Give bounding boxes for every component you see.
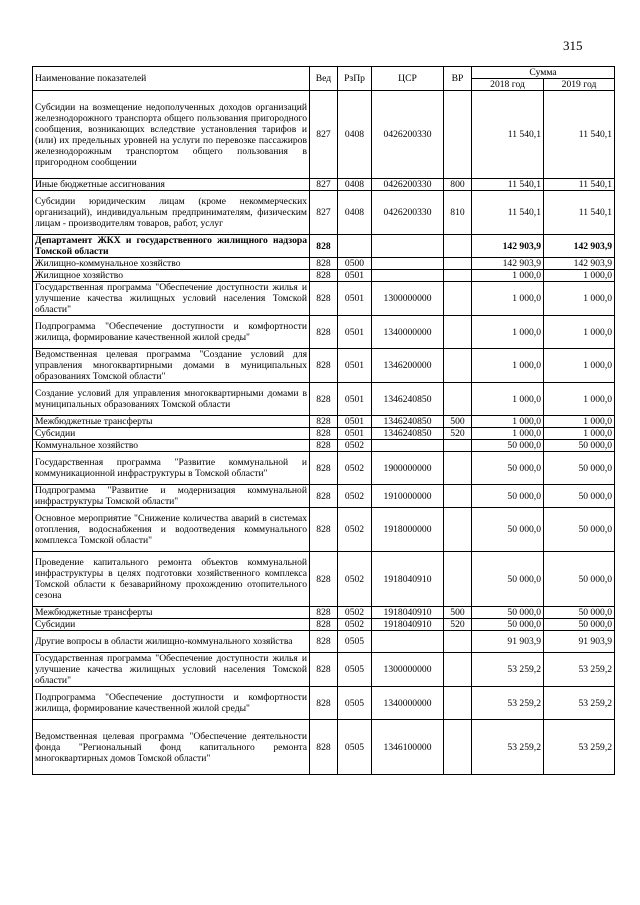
row-rzpr: 0408 bbox=[338, 91, 372, 179]
row-csr: 1346240850 bbox=[372, 383, 444, 416]
table-row bbox=[33, 552, 615, 607]
row-name: Иные бюджетные ассигнования bbox=[33, 179, 310, 191]
row-vr: 810 bbox=[444, 191, 472, 235]
row-vr bbox=[444, 91, 472, 179]
row-vr bbox=[444, 720, 472, 775]
row-2019: 11 540,1 bbox=[544, 91, 615, 179]
row-2019: 142 903,9 bbox=[544, 235, 615, 258]
table-row bbox=[33, 316, 615, 349]
row-rzpr: 0501 bbox=[338, 270, 372, 282]
row-vr: 520 bbox=[444, 619, 472, 631]
row-name: Государственная программа "Обеспечение доступности жилья и улучшение качества жилищных условий населения Томской области" bbox=[33, 282, 310, 316]
row-2019: 1 000,0 bbox=[544, 428, 615, 440]
row-vr bbox=[444, 349, 472, 383]
row-2018: 50 000,0 bbox=[472, 607, 544, 619]
row-ved: 828 bbox=[310, 508, 338, 552]
row-rzpr: 0501 bbox=[338, 428, 372, 440]
row-2019: 50 000,0 bbox=[544, 508, 615, 552]
row-2018: 1 000,0 bbox=[472, 416, 544, 428]
row-csr bbox=[372, 258, 444, 270]
page-number: 315 bbox=[563, 38, 583, 53]
row-2019: 1 000,0 bbox=[544, 316, 615, 349]
row-csr: 0426200330 bbox=[372, 91, 444, 179]
row-ved: 828 bbox=[310, 720, 338, 775]
row-2019: 50 000,0 bbox=[544, 485, 615, 508]
row-2018: 11 540,1 bbox=[472, 191, 544, 235]
row-ved: 827 bbox=[310, 179, 338, 191]
row-name: Ведомственная целевая программа "Создание условий для управления многоквартирными домами в муниципальных образованиях Томской области" bbox=[33, 349, 310, 383]
row-2019: 1 000,0 bbox=[544, 270, 615, 282]
row-name: Межбюджетные трансферты bbox=[33, 416, 310, 428]
row-ved: 827 bbox=[310, 91, 338, 179]
row-vr bbox=[444, 383, 472, 416]
row-ved: 828 bbox=[310, 258, 338, 270]
row-2019: 1 000,0 bbox=[544, 349, 615, 383]
row-2018: 11 540,1 bbox=[472, 179, 544, 191]
row-2018: 11 540,1 bbox=[472, 91, 544, 179]
row-2019: 50 000,0 bbox=[544, 552, 615, 607]
row-2018: 50 000,0 bbox=[472, 440, 544, 452]
row-2018: 1 000,0 bbox=[472, 316, 544, 349]
row-name: Государственная программа "Обеспечение доступности жилья и улучшение качества жилищных условий населения Томской области" bbox=[33, 653, 310, 687]
row-2019: 1 000,0 bbox=[544, 416, 615, 428]
table-row bbox=[33, 508, 615, 552]
row-name: Жилищно-коммунальное хозяйство bbox=[33, 258, 310, 270]
row-csr bbox=[372, 440, 444, 452]
row-csr: 0426200330 bbox=[372, 191, 444, 235]
row-csr: 1346240850 bbox=[372, 428, 444, 440]
row-rzpr: 0501 bbox=[338, 316, 372, 349]
row-ved: 828 bbox=[310, 631, 338, 653]
table-row bbox=[33, 179, 615, 191]
row-2018: 1 000,0 bbox=[472, 383, 544, 416]
row-2019: 1 000,0 bbox=[544, 282, 615, 316]
row-vr bbox=[444, 235, 472, 258]
row-name: Подпрограмма "Обеспечение доступности и комфортности жилища, формирование качественной жилой среды" bbox=[33, 316, 310, 349]
table-row bbox=[33, 282, 615, 316]
row-ved: 828 bbox=[310, 416, 338, 428]
row-csr bbox=[372, 270, 444, 282]
row-name: Субсидии юридическим лицам (кроме некоммерческих организаций), индивидуальным предпринимателям, физическим лицам - производителям товаров, работ, услуг bbox=[33, 191, 310, 235]
row-csr bbox=[372, 631, 444, 653]
row-vr bbox=[444, 687, 472, 720]
row-name: Подпрограмма "Развитие и модернизация коммунальной инфраструктуры Томской области" bbox=[33, 485, 310, 508]
row-name: Субсидии bbox=[33, 619, 310, 631]
row-rzpr: 0501 bbox=[338, 383, 372, 416]
row-csr: 1346240850 bbox=[372, 416, 444, 428]
row-csr: 1910000000 bbox=[372, 485, 444, 508]
header-csr: ЦСР bbox=[372, 67, 444, 91]
row-vr bbox=[444, 282, 472, 316]
row-rzpr: 0502 bbox=[338, 508, 372, 552]
header-2018: 2018 год bbox=[472, 79, 544, 91]
table-row bbox=[33, 91, 615, 179]
row-rzpr: 0500 bbox=[338, 258, 372, 270]
row-rzpr: 0408 bbox=[338, 179, 372, 191]
table-row bbox=[33, 428, 615, 440]
row-vr bbox=[444, 653, 472, 687]
row-rzpr: 0501 bbox=[338, 282, 372, 316]
row-2018: 50 000,0 bbox=[472, 552, 544, 607]
row-2018: 50 000,0 bbox=[472, 619, 544, 631]
row-2018: 1 000,0 bbox=[472, 282, 544, 316]
budget-table bbox=[32, 66, 615, 775]
row-ved: 828 bbox=[310, 316, 338, 349]
row-ved: 828 bbox=[310, 270, 338, 282]
row-2018: 1 000,0 bbox=[472, 428, 544, 440]
row-vr bbox=[444, 552, 472, 607]
row-name: Подпрограмма "Обеспечение доступности и комфортности жилища, формирование качественной жилой среды" bbox=[33, 687, 310, 720]
row-rzpr: 0502 bbox=[338, 440, 372, 452]
row-ved: 828 bbox=[310, 349, 338, 383]
row-rzpr: 0505 bbox=[338, 631, 372, 653]
header-ved: Вед bbox=[310, 67, 338, 91]
row-name: Субсидии bbox=[33, 428, 310, 440]
row-2018: 142 903,9 bbox=[472, 258, 544, 270]
row-vr bbox=[444, 440, 472, 452]
row-ved: 828 bbox=[310, 485, 338, 508]
row-csr: 1300000000 bbox=[372, 653, 444, 687]
row-2018: 1 000,0 bbox=[472, 349, 544, 383]
row-csr bbox=[372, 235, 444, 258]
table-row bbox=[33, 440, 615, 452]
row-vr bbox=[444, 258, 472, 270]
row-2019: 53 259,2 bbox=[544, 687, 615, 720]
row-2018: 53 259,2 bbox=[472, 687, 544, 720]
row-name: Жилищное хозяйство bbox=[33, 270, 310, 282]
table-row bbox=[33, 452, 615, 485]
row-name: Создание условий для управления многоквартирными домами в муниципальных образованиях Томской области bbox=[33, 383, 310, 416]
row-csr: 0426200330 bbox=[372, 179, 444, 191]
row-2018: 53 259,2 bbox=[472, 653, 544, 687]
header-vr: ВР bbox=[444, 67, 472, 91]
table-row bbox=[33, 485, 615, 508]
row-vr bbox=[444, 508, 472, 552]
row-2019: 50 000,0 bbox=[544, 452, 615, 485]
row-ved: 828 bbox=[310, 653, 338, 687]
row-name: Государственная программа "Развитие коммунальной и коммуникационной инфраструктуры в Томской области" bbox=[33, 452, 310, 485]
header-name: Наименование показателей bbox=[33, 67, 310, 91]
row-ved: 828 bbox=[310, 440, 338, 452]
row-vr bbox=[444, 316, 472, 349]
row-name: Проведение капитального ремонта объектов коммунальной инфраструктуры в целях подготовки хозяйственного комплекса Томской области к безаварийному прохождению отопительного сезона bbox=[33, 552, 310, 607]
row-rzpr: 0502 bbox=[338, 552, 372, 607]
row-rzpr: 0502 bbox=[338, 607, 372, 619]
row-csr: 1346200000 bbox=[372, 349, 444, 383]
row-2019: 53 259,2 bbox=[544, 720, 615, 775]
row-name: Другие вопросы в области жилищно-коммунального хозяйства bbox=[33, 631, 310, 653]
row-ved: 828 bbox=[310, 282, 338, 316]
row-csr: 1300000000 bbox=[372, 282, 444, 316]
row-rzpr: 0501 bbox=[338, 349, 372, 383]
row-ved: 828 bbox=[310, 428, 338, 440]
row-csr: 1918040910 bbox=[372, 619, 444, 631]
row-vr: 520 bbox=[444, 428, 472, 440]
row-2019: 50 000,0 bbox=[544, 440, 615, 452]
row-2019: 50 000,0 bbox=[544, 607, 615, 619]
row-rzpr: 0501 bbox=[338, 416, 372, 428]
row-name: Коммунальное хозяйство bbox=[33, 440, 310, 452]
row-vr: 500 bbox=[444, 607, 472, 619]
row-name: Основное мероприятие "Снижение количества аварий в системах отопления, водоснабжения и водоотведения коммунального комплекса Томской области" bbox=[33, 508, 310, 552]
table-row bbox=[33, 607, 615, 619]
row-ved: 828 bbox=[310, 619, 338, 631]
row-rzpr: 0502 bbox=[338, 485, 372, 508]
row-2018: 50 000,0 bbox=[472, 485, 544, 508]
header-2019: 2019 год bbox=[544, 79, 615, 91]
row-rzpr: 0502 bbox=[338, 452, 372, 485]
header-rzpr: РзПр bbox=[338, 67, 372, 91]
row-2019: 11 540,1 bbox=[544, 179, 615, 191]
table-row bbox=[33, 653, 615, 687]
row-rzpr: 0502 bbox=[338, 619, 372, 631]
row-2019: 53 259,2 bbox=[544, 653, 615, 687]
table-row bbox=[33, 235, 615, 258]
row-ved: 828 bbox=[310, 552, 338, 607]
row-rzpr: 0505 bbox=[338, 653, 372, 687]
row-2019: 1 000,0 bbox=[544, 383, 615, 416]
row-2019: 142 903,9 bbox=[544, 258, 615, 270]
table-row bbox=[33, 191, 615, 235]
row-ved: 828 bbox=[310, 687, 338, 720]
row-csr: 1346100000 bbox=[372, 720, 444, 775]
row-ved: 827 bbox=[310, 191, 338, 235]
table-row bbox=[33, 270, 615, 282]
row-name: Департамент ЖКХ и государственного жилищного надзора Томской области bbox=[33, 235, 310, 258]
row-2019: 91 903,9 bbox=[544, 631, 615, 653]
row-2018: 142 903,9 bbox=[472, 235, 544, 258]
row-csr: 1918040910 bbox=[372, 552, 444, 607]
row-ved: 828 bbox=[310, 383, 338, 416]
row-csr: 1900000000 bbox=[372, 452, 444, 485]
table-row bbox=[33, 383, 615, 416]
table-row bbox=[33, 631, 615, 653]
header-sum: Сумма bbox=[472, 67, 615, 79]
table-row bbox=[33, 349, 615, 383]
row-2019: 50 000,0 bbox=[544, 619, 615, 631]
row-csr: 1340000000 bbox=[372, 316, 444, 349]
row-ved: 828 bbox=[310, 452, 338, 485]
row-vr bbox=[444, 631, 472, 653]
row-name: Ведомственная целевая программа "Обеспечение деятельности фонда "Региональный фонд капитального ремонта многоквартирных домов Томской области" bbox=[33, 720, 310, 775]
row-csr: 1918040910 bbox=[372, 607, 444, 619]
row-2019: 11 540,1 bbox=[544, 191, 615, 235]
row-2018: 91 903,9 bbox=[472, 631, 544, 653]
table-row bbox=[33, 619, 615, 631]
table-row bbox=[33, 720, 615, 775]
row-rzpr: 0505 bbox=[338, 687, 372, 720]
table-row bbox=[33, 416, 615, 428]
row-csr: 1918000000 bbox=[372, 508, 444, 552]
row-vr: 800 bbox=[444, 179, 472, 191]
row-name: Субсидии на возмещение недополученных доходов организаций железнодорожного транспорта общего пользования пригородного сообщения, возникающих вследствие установления тарифов и (или) их предельных уровней на услуги по перевозке пассажиров железнодорожным транспортом общего пользования в пригородном сообщении bbox=[33, 91, 310, 179]
row-ved: 828 bbox=[310, 235, 338, 258]
row-rzpr bbox=[338, 235, 372, 258]
row-rzpr: 0408 bbox=[338, 191, 372, 235]
row-2018: 1 000,0 bbox=[472, 270, 544, 282]
row-csr: 1340000000 bbox=[372, 687, 444, 720]
table-row bbox=[33, 258, 615, 270]
table-row bbox=[33, 687, 615, 720]
row-vr bbox=[444, 270, 472, 282]
row-name: Межбюджетные трансферты bbox=[33, 607, 310, 619]
row-vr bbox=[444, 485, 472, 508]
row-vr: 500 bbox=[444, 416, 472, 428]
row-2018: 50 000,0 bbox=[472, 508, 544, 552]
row-ved: 828 bbox=[310, 607, 338, 619]
row-2018: 53 259,2 bbox=[472, 720, 544, 775]
row-2018: 50 000,0 bbox=[472, 452, 544, 485]
row-vr bbox=[444, 452, 472, 485]
row-rzpr: 0505 bbox=[338, 720, 372, 775]
